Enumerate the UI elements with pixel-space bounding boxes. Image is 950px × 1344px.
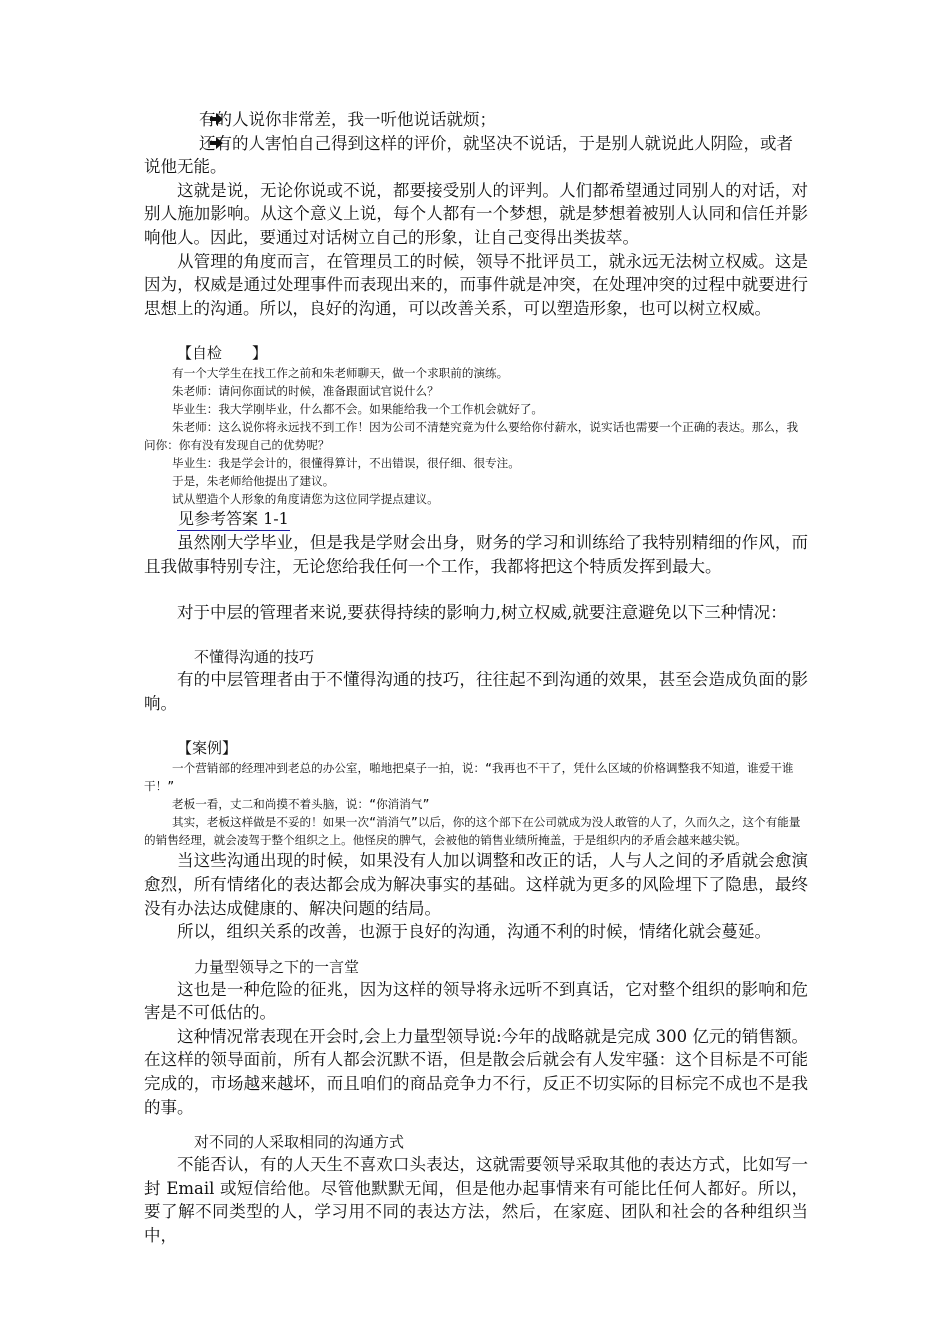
self-check-line: 有一个大学生在找工作之前和朱老师聊天，做一个求职前的演练。 xyxy=(172,366,509,381)
section-title: 不懂得沟通的技巧 xyxy=(194,648,315,667)
paragraph: 从管理的角度而言，在管理员工的时候，领导不批评员工，就永远无法树立权威。这是因为，权威是通过处理事件而表现出来的，而事件就是冲突，在处理冲突的过程中就要进行思想上的沟通。所以，良好的沟通，可以改善关系，可以塑造形象，也可以树立权威。 xyxy=(144,251,808,318)
paragraph: 这就是说，无论你说或不说，都要接受别人的评判。人们都希望通过同别人的对话，对别人施加影响。从这个意义上说，每个人都有一个梦想，就是梦想着被别人认同和信任并影响他人。因此，要通过对话树立自己的形象，让自己变得出类拔萃。 xyxy=(144,180,808,247)
case-line: 老板一看，丈二和尚摸不着头脑，说：“你消消气” xyxy=(172,797,430,812)
answer-reference-link[interactable]: 见参考答案 1-1 xyxy=(177,508,290,531)
self-check-heading: 【自检 】 xyxy=(177,344,268,363)
case-line: 其实，老板这样做是不妥的！如果一次“消消气”以后，你的这个部下在公司就成为没人敢管的人了，久而久之，这个有能量的销售经理，就会凌驾于整个组织之上。他怪戾的脾气，会被他的销售业绩所掩盖，于是组织内的矛盾会越来越尖锐。 xyxy=(144,815,801,848)
self-check-line: 于是，朱老师给他提出了建议。 xyxy=(172,474,335,489)
section-title: 对不同的人采取相同的沟通方式 xyxy=(194,1133,405,1152)
bullet-text: 有的人说你非常差，我一听他说话就烦； xyxy=(199,110,496,129)
section-title: 力量型领导之下的一言堂 xyxy=(194,957,360,976)
paragraph: 不能否认，有的人天生不喜欢口头表达，这就需要领导采取其他的表达方式，比如写一封 Email 或短信给他。尽管他默默无闻，但是他办起事情来有可能比任何人都好。所以，要了解不同类型的人，学习用不同的表达方法，然后，在家庭、团队和社会的各种组织当中， xyxy=(144,1155,808,1246)
self-check-line: 试从塑造个人形象的角度请您为这位同学提点建议。 xyxy=(172,492,439,507)
answer-paragraph: 虽然刚大学毕业，但是我是学财会出身，财务的学习和训练给了我特别精细的作风，而且我做事特别专注，无论您给我任何一个工作，我都将把这个特质发挥到最大。 xyxy=(144,533,808,576)
bullet-text: 还有的人害怕自己得到这样的评价，就坚决不说话，于是别人就说此人阴险，或者说他无能。 xyxy=(144,133,793,177)
bullet-item xyxy=(144,132,808,179)
bullet-item xyxy=(144,108,808,132)
paragraph: 所以，组织关系的改善，也源于良好的沟通，沟通不利的时候，情绪化就会蔓延。 xyxy=(177,922,771,942)
self-check-line: 朱老师：这么说你将永远找不到工作！因为公司不清楚究竟为什么要给你付薪水，说实话也需要一个正确的表达。那么，我问你：你有没有发现自己的优势呢？ xyxy=(144,420,799,453)
case-line: 一个营销部的经理冲到老总的办公室，啪地把桌子一拍，说：“我再也不干了，凭什么区域的价格调整我不知道，谁爱干谁干！” xyxy=(144,761,794,794)
arrow-right-icon xyxy=(177,108,189,132)
case-heading: 【案例】 xyxy=(177,739,238,758)
self-check-line: 毕业生：我大学刚毕业，什么都不会。如果能给我一个工作机会就好了。 xyxy=(172,402,544,417)
paragraph: 这种情况常表现在开会时,会上力量型领导说:今年的战略就是完成 300 亿元的销售额。在这样的领导面前，所有人都会沉默不语，但是散会后就会有人发牢骚：这个目标是不可能完成的，市场越来越坏，而且咱们的商品竞争力不行，反正不切实际的目标完不成也不是我的事。 xyxy=(144,1026,808,1117)
paragraph: 有的中层管理者由于不懂得沟通的技巧，往往起不到沟通的效果，甚至会造成负面的影响。 xyxy=(144,670,808,713)
arrow-right-icon xyxy=(177,132,189,156)
paragraph: 当这些沟通出现的时候，如果没有人加以调整和改正的话，人与人之间的矛盾就会愈演愈烈，所有情绪化的表达都会成为解决事实的基础。这样就为更多的风险埋下了隐患，最终没有办法达成健康的、解决问题的结局。 xyxy=(144,851,808,918)
document-page xyxy=(144,108,808,1248)
self-check-line: 朱老师：请问你面试的时候，准备跟面试官说什么？ xyxy=(172,384,439,399)
paragraph: 这也是一种危险的征兆，因为这样的领导将永远听不到真话，它对整个组织的影响和危害是不可低估的。 xyxy=(144,979,808,1023)
paragraph: 对于中层的管理者来说,要获得持续的影响力,树立权威,就要注意避免以下三种情况： xyxy=(177,602,787,622)
self-check-line: 毕业生：我是学会计的，很懂得算计，不出错误，很仔细、很专注。 xyxy=(172,456,520,471)
